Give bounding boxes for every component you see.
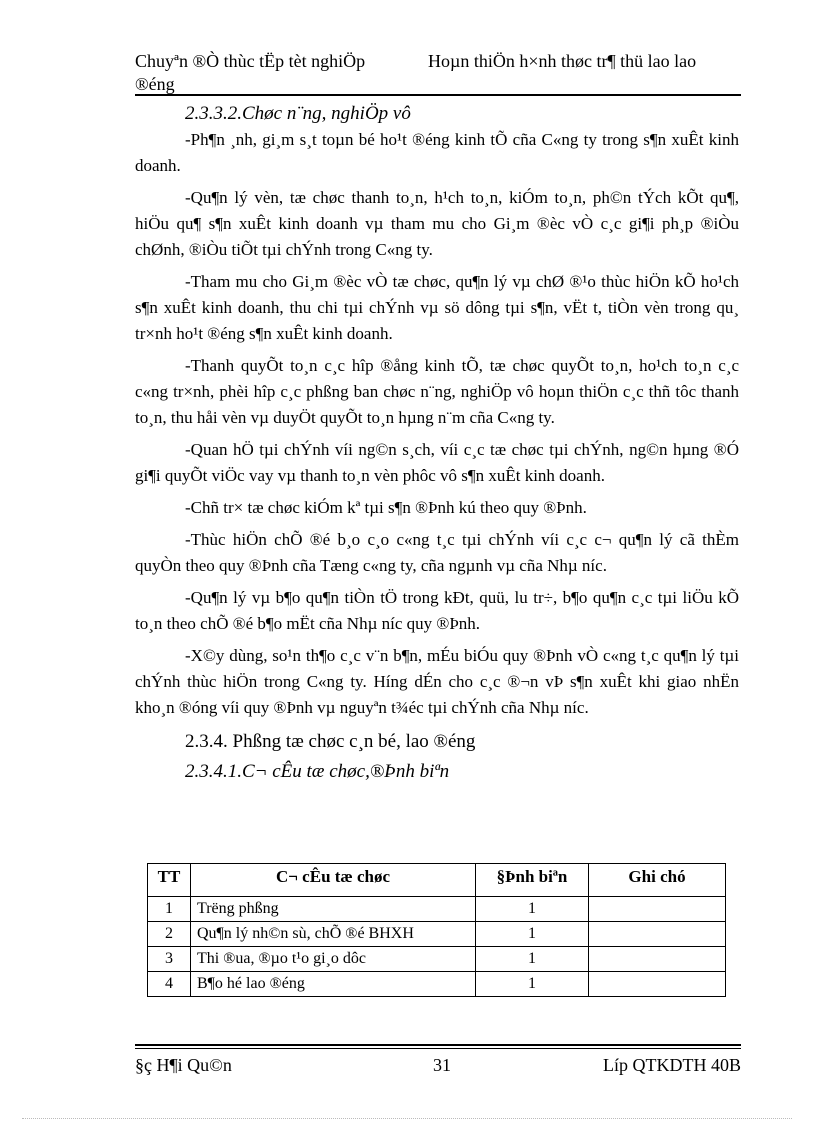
paragraph: -Ph¶n ¸nh, gi¸m s¸t toµn bé ho¹t ®éng kinh tÕ cña C«ng ty trong s¶n xuÊt kinh doanh. xyxy=(135,130,739,175)
section-title-2-3-3-2: 2.3.3.2.Chøc n¨ng, nghiÖp vô xyxy=(185,103,411,124)
page-number: 31 xyxy=(433,1055,451,1075)
cell-tt: 2 xyxy=(148,922,191,947)
paragraph: -Thùc hiÖn chÕ ®é b¸o c¸o c«ng t¸c tµi chÝnh víi c¸c c¬ qu¶n lý cã thÈm quyÒn theo quy ®Þnh cña Tæng c«ng ty, cña ngµnh vµ cña Nhµ níc. xyxy=(135,530,739,575)
staffing-table xyxy=(147,863,726,997)
page-header xyxy=(135,50,741,96)
cell-name: Trëng phßng xyxy=(191,897,476,922)
cell-note xyxy=(589,922,726,947)
cell-count: 1 xyxy=(476,897,589,922)
page-edge-divider xyxy=(22,1118,792,1119)
footer-rule-thin xyxy=(135,1048,741,1049)
cell-count: 1 xyxy=(476,922,589,947)
header-quota: §Þnh biªn xyxy=(476,864,589,897)
paragraph: -Qu¶n lý vèn, tæ chøc thanh to¸n, h¹ch to¸n, kiÓm to¸n, ph©n tÝch kÕt qu¶, hiÖu qu¶ s¶n xuÊt kinh doanh vµ tham mu cho Gi¸m ®èc vÒ c¸c gi¶i ph¸p ®iÒu chØnh, ®iÒu tiÕt tµi chÝnh trong C«ng ty. xyxy=(135,188,739,259)
paragraph: -Chñ tr× tæ chøc kiÓm kª tµi s¶n ®Þnh kú theo quy ®Þnh. xyxy=(185,498,587,517)
header-right: Hoµn thiÖn h×nh thøc tr¶ thü lao lao xyxy=(428,51,697,71)
cell-count: 1 xyxy=(476,947,589,972)
paragraph: -X©y dùng, so¹n th¶o c¸c v¨n b¶n, mÉu biÓu quy ®Þnh vÒ c«ng t¸c qu¶n lý tµi chÝnh thùc hiÖn trong C«ng ty. Híng dÉn cho c¸c ®¬n vÞ s¶n xuÊt khi giao nhËn kho¸n ®óng víi quy ®Þnh vµ nguyªn t¾éc tµi chÝnh cña Nhµ níc. xyxy=(135,646,739,717)
table-row xyxy=(148,972,726,997)
cell-tt: 3 xyxy=(148,947,191,972)
table-row xyxy=(148,947,726,972)
section-title-2-3-4-1: 2.3.4.1.C¬ cÊu tæ chøc,®Þnh biªn xyxy=(185,761,450,782)
cell-count: 1 xyxy=(476,972,589,997)
document-body xyxy=(135,98,739,785)
header-rule xyxy=(135,94,741,96)
cell-note xyxy=(589,972,726,997)
paragraph: -Qu¶n lý vµ b¶o qu¶n tiÒn tÖ trong kÐt, quü, lu tr÷, b¶o qu¶n c¸c tµi liÖu kÕ to¸n theo chÕ ®é b¶o mËt cña Nhµ níc quy ®Þnh. xyxy=(135,588,739,633)
footer-author: §ç H¶i Qu©n xyxy=(135,1055,232,1075)
paragraph: -Thanh quyÕt to¸n c¸c hîp ®ång kinh tÕ, tæ chøc quyÕt to¸n, ho¹ch to¸n c¸c c«ng tr×nh, phèi hîp c¸c phßng ban chøc n¨ng, nghiÖp vô hoµn thiÖn c¸c thñ tôc thanh to¸n, thu håi vèn vµ duyÖt quyÕt to¸n hµng n¨m cña C«ng ty. xyxy=(135,356,739,427)
header-note: Ghi chó xyxy=(589,864,726,897)
table-header-row xyxy=(148,864,726,897)
footer-rule-thick xyxy=(135,1044,741,1046)
cell-tt: 1 xyxy=(148,897,191,922)
paragraph: -Quan hÖ tµi chÝnh víi ng©n s¸ch, víi c¸c tæ chøc tµi chÝnh, ng©n hµng ®Ó gi¶i quyÕt viÖc vay vµ thanh to¸n vèn phôc vô s¶n xuÊt kinh doanh. xyxy=(135,440,739,485)
footer-class: Líp QTKDTH 40B xyxy=(603,1055,741,1075)
header-structure: C¬ cÊu tæ chøc xyxy=(191,864,476,897)
section-title-2-3-4: 2.3.4. Phßng tæ chøc c¸n bé, lao ®éng xyxy=(185,731,476,752)
table-row xyxy=(148,897,726,922)
paragraph: -Tham mu cho Gi¸m ®èc vÒ tæ chøc, qu¶n lý vµ chØ ®¹o thùc hiÖn kÕ ho¹ch s¶n xuÊt kinh doanh, thu chi tµi chÝnh vµ sö dông tµi s¶n, vËt t, tiÒn vèn trong qu¸ tr×nh ho¹t ®éng s¶n xuÊt kinh doanh. xyxy=(135,272,739,343)
header-left: Chuyªn ®Ò thùc tËp tèt nghiÖp xyxy=(135,51,366,71)
cell-note xyxy=(589,947,726,972)
cell-name: Qu¶n lý nh©n sù, chÕ ®é BHXH xyxy=(191,922,476,947)
header-tt: TT xyxy=(148,864,191,897)
table-row xyxy=(148,922,726,947)
cell-tt: 4 xyxy=(148,972,191,997)
cell-name: B¶o hé lao ®éng xyxy=(191,972,476,997)
header-left-continued: ®éng xyxy=(135,74,175,94)
cell-note xyxy=(589,897,726,922)
cell-name: Thi ®ua, ®µo t¹o gi¸o dôc xyxy=(191,947,476,972)
